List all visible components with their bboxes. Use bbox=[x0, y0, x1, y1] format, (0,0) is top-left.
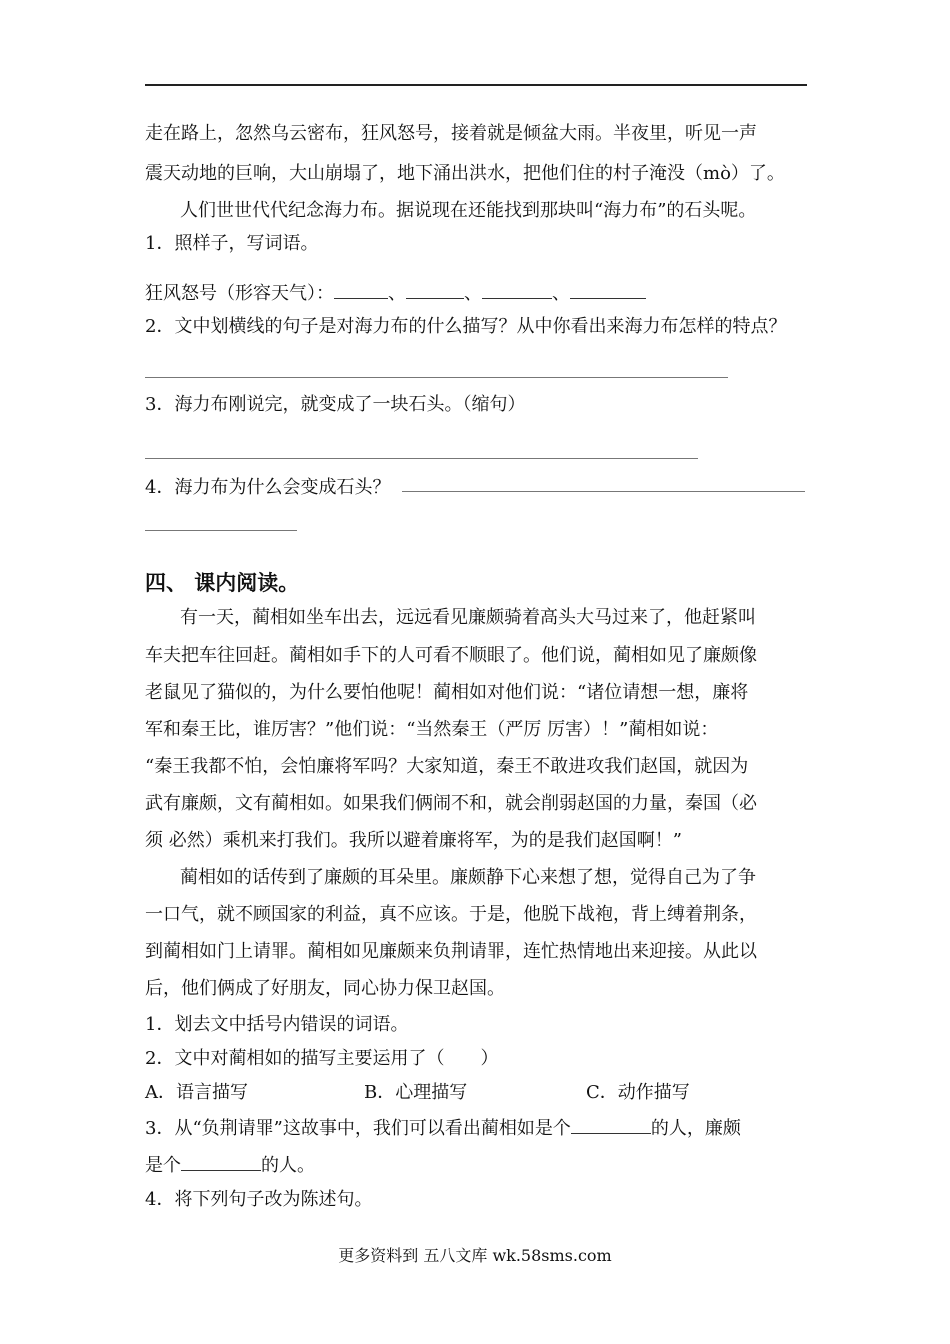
question-2: 2．文中对蔺相如的描写主要运用了（ ） bbox=[145, 1048, 499, 1069]
passage-line: “秦王我都不怕，会怕廉将军吗？大家知道，秦王不敢进攻我们赵国，就因为 bbox=[145, 756, 749, 777]
question-3-text: 3．从“负荆请罪”这故事中，我们可以看出蔺相如是个 bbox=[145, 1118, 571, 1139]
answer-line[interactable] bbox=[402, 491, 805, 492]
header-rule bbox=[145, 84, 807, 86]
answer-blank[interactable] bbox=[334, 280, 388, 299]
passage-line: 后，他们俩成了好朋友，同心协力保卫赵国。 bbox=[145, 978, 505, 999]
passage-line: 走在路上，忽然乌云密布，狂风怒号，接着就是倾盆大雨。半夜里，听见一声 bbox=[145, 123, 757, 144]
passage-line: 蔺相如的话传到了廉颇的耳朵里。廉颇静下心来想了想，觉得自己为了争 bbox=[180, 867, 756, 888]
question-3: 3．海力布刚说完，就变成了一块石头。（缩句） bbox=[145, 394, 526, 415]
passage-line: 人们世世代代纪念海力布。据说现在还能找到那块叫“海力布”的石头呢。 bbox=[180, 200, 757, 221]
answer-blank[interactable] bbox=[570, 280, 646, 299]
passage-line: 老鼠见了猫似的，为什么要怕他呢！蔺相如对他们说：“诸位请想一想，廉将 bbox=[145, 682, 749, 703]
answer-line[interactable] bbox=[145, 377, 728, 378]
question-3-text: 是个 bbox=[145, 1155, 181, 1176]
option-b[interactable]: B．心理描写 bbox=[364, 1082, 468, 1103]
question-3-row bbox=[145, 1152, 315, 1178]
question-1-example-row bbox=[145, 280, 646, 306]
question-3-text: 的人，廉颇 bbox=[650, 1118, 741, 1139]
option-c[interactable]: C．动作描写 bbox=[586, 1082, 690, 1103]
question-1: 1．照样子，写词语。 bbox=[145, 233, 319, 254]
passage-line: 一口气，就不顾国家的利益，真不应该。于是，他脱下战袍，背上缚着荆条， bbox=[145, 904, 757, 925]
section-heading: 四、 课内阅读。 bbox=[145, 571, 300, 595]
passage-line: 到蔺相如门上请罪。蔺相如见廉颇来负荆请罪，连忙热情地出来迎接。从此以 bbox=[145, 941, 757, 962]
answer-blank[interactable] bbox=[571, 1115, 651, 1134]
question-4: 4．海力布为什么会变成石头？ bbox=[145, 477, 391, 498]
option-a[interactable]: A．语言描写 bbox=[145, 1082, 248, 1103]
answer-line[interactable] bbox=[145, 458, 698, 459]
passage-line: 有一天，蔺相如坐车出去，远远看见廉颇骑着高头大马过来了，他赶紧叫 bbox=[180, 607, 756, 628]
question-3-row bbox=[145, 1115, 741, 1141]
question-4: 4．将下列句子改为陈述句。 bbox=[145, 1189, 373, 1210]
passage-line: 震天动地的巨响，大山崩塌了，地下涌出洪水，把他们住的村子淹没（mò）了。 bbox=[145, 163, 785, 184]
answer-line[interactable] bbox=[145, 530, 297, 531]
passage-line: 军和秦王比，谁厉害？”他们说：“当然秦王（严厉 厉害）！”蔺相如说： bbox=[145, 719, 719, 740]
separator: 、 bbox=[552, 283, 570, 304]
footer-text: 更多资料到 五八文库 wk.58sms.com bbox=[338, 1246, 612, 1265]
separator: 、 bbox=[464, 283, 482, 304]
passage-line: 武有廉颇，文有蔺相如。如果我们俩闹不和，就会削弱赵国的力量，秦国（必 bbox=[145, 793, 757, 814]
question-3-text: 的人。 bbox=[261, 1155, 315, 1176]
question-1: 1．划去文中括号内错误的词语。 bbox=[145, 1014, 409, 1035]
separator: 、 bbox=[388, 283, 406, 304]
answer-blank[interactable] bbox=[181, 1152, 261, 1171]
passage-line: 须 必然）乘机来打我们。我所以避着廉将军，为的是我们赵国啊！” bbox=[145, 830, 682, 851]
answer-blank[interactable] bbox=[406, 280, 464, 299]
passage-line: 车夫把车往回赶。蔺相如手下的人可看不顺眼了。他们说，蔺相如见了廉颇像 bbox=[145, 645, 757, 666]
answer-blank[interactable] bbox=[482, 280, 552, 299]
question-2: 2．文中划横线的句子是对海力布的什么描写？从中你看出来海力布怎样的特点？ bbox=[145, 316, 787, 337]
example-label: 狂风怒号（形容天气）： bbox=[145, 283, 334, 304]
